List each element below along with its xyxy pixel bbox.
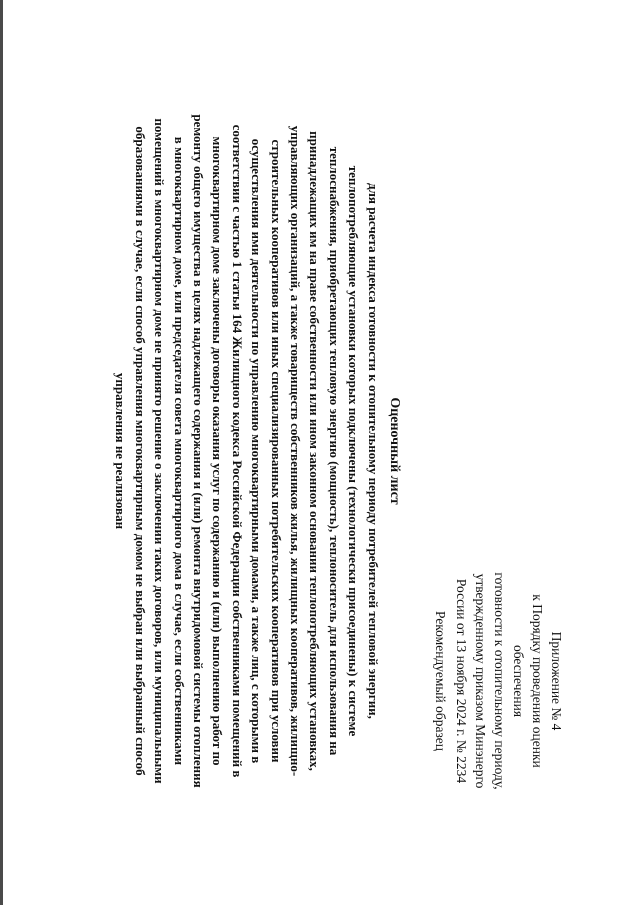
annex-line-6: России от 13 ноября 2024 г. № 2234: [454, 578, 469, 784]
body-line: для расчета индекса готовности к отопительному периоду потребителей тепловой энергии,: [365, 183, 381, 719]
scan-edge: [0, 0, 3, 905]
body-line: теплоснабжения, приобретающих тепловую энергию (мощность), теплоноситель для использования на: [326, 146, 342, 756]
annex-block: [452, 521, 566, 841]
document-title: Оценочный лист: [387, 397, 402, 505]
body-line: в многоквартирном доме, или председателя совета многоквартирного дома в случае, если собственниками: [171, 136, 187, 766]
body-line: принадлежащих им на праве собственности или ином законном основании теплопотребляющих установках,: [307, 131, 323, 771]
rotated-content: [50, 1, 570, 901]
body-line: многоквартирном доме заключены договоры оказания услуг по содержанию и (или) выполнению работ по: [210, 136, 226, 766]
body-line: ремонту общего имущества в целях надлежащего содержания и (или) ремонта внутридомовой системы отопления: [190, 114, 206, 788]
body-line: строительных кооперативов или иных специализированных потребительских кооперативов при условии: [268, 139, 284, 763]
body-line: управления не реализован: [113, 372, 129, 530]
body-line: соответствии с частью 1 статьи 164 Жилищного кодекса Российской Федерации собственниками помещений в: [229, 124, 245, 778]
annex-line-5: утвержденному приказом Минэнерго: [473, 573, 488, 789]
recommended-sample-label: Рекомендуемый образец: [433, 610, 448, 751]
annex-line-4: готовности к отопительному периоду,: [492, 572, 507, 790]
annex-line-1: Приложение № 4: [549, 631, 564, 731]
document-body: [111, 1, 404, 901]
annex-line-2: к Порядку проведения оценки: [530, 594, 545, 768]
annex-line-3: обеспечения: [511, 644, 526, 718]
body-line: управляющих организаций, а также товариществ собственников жилья, жилищных кооперативов, жилищно-: [287, 125, 303, 777]
body-line: образованиями в случае, если способ управления многоквартирным домом не выбран или выбранный способ: [132, 126, 148, 776]
body-line: теплопотребляющие установки которых подключены (технологически присоединены) к системе: [346, 165, 362, 737]
body-line: осуществления ими деятельности по управлению многоквартирными домами, а также лиц, с которыми в: [249, 138, 265, 764]
body-line: помещений в многоквартирном доме не принято решение о заключении таких договоров, или муниципальными: [152, 118, 168, 784]
